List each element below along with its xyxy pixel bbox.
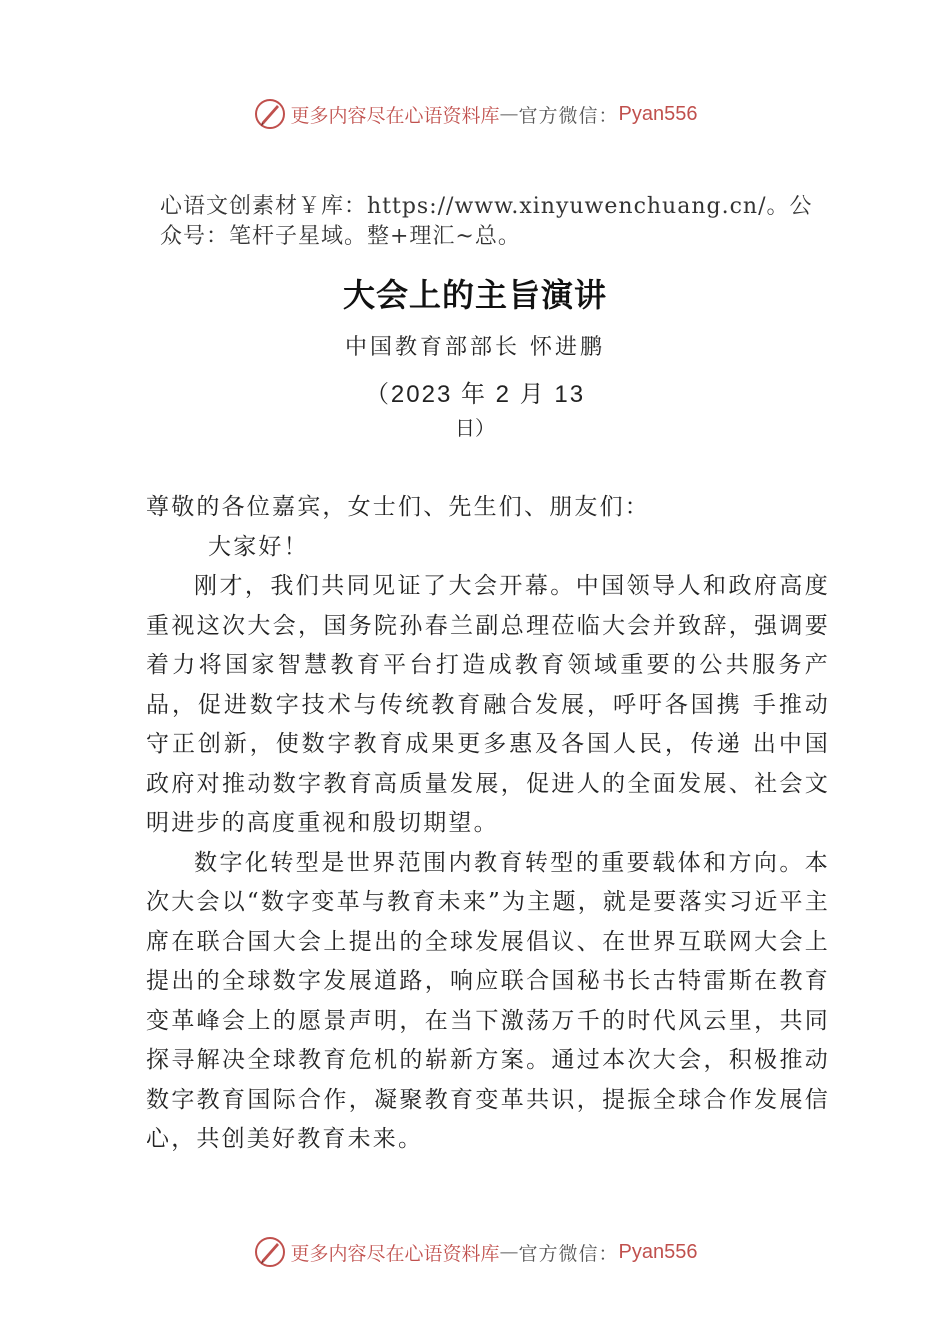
- source-note: 心语文创素材￥库：https://www.xinyuwenchuang.cn/。公众号：笔杆子星域。整+理汇~总。: [160, 194, 813, 249]
- banner-account: Pyan556: [618, 102, 698, 125]
- greeting: 大家好！: [208, 533, 309, 560]
- paragraph-1: 刚才，我们共同见证了大会开幕。中国领导人和政府高度重视这次大会，国务院孙春兰副总理莅临大会并致辞，强调要着力将国家智慧教育平台打造成教育领域重要的公共服务产品，促进数字技术与传统教育融合发展，呼吁各国携 手推动守正创新，使数字教育成果更多惠及各国人民，传递 出中国政府对推动数字教育高质量发展，促进人的全面发展、社会文明进步的高度重视和殷切期望。: [146, 573, 830, 836]
- quill-logo-icon: [253, 97, 287, 131]
- document-title: 大会上的主旨演讲: [342, 276, 607, 314]
- banner-wechat-label: 官方微信：: [518, 1242, 619, 1265]
- quill-logo-icon: [253, 1235, 287, 1269]
- banner-dash: —: [499, 103, 519, 125]
- banner-main-text: 更多内容尽在心语资料库: [290, 1242, 500, 1265]
- banner-dash: —: [499, 1241, 519, 1263]
- banner-wechat-label: 官方微信：: [518, 104, 619, 127]
- footer-banner: [0, 1232, 950, 1272]
- paragraph-2: 数字化转型是世界范围内教育转型的重要载体和方向。本次大会以“数字变革与教育未来”为主题，就是要落实习近平主席在联合国大会上提出的全球发展倡议、在世界互联网大会上提出的全球数字发展道路，响应联合国秘书长古特雷斯在教育变革峰会上的愿景声明，在当下激荡万千的时代风云里，共同探寻解决全球教育危机的崭新方案。通过本次大会，积极推动数字教育国际合作，凝聚教育变革共识，提振全球合作发展信心，共创美好教育未来。: [146, 849, 830, 1152]
- date-line-1: （2023 年 2 月 13: [364, 381, 586, 408]
- header-banner: [0, 94, 950, 134]
- speech-body: [146, 488, 830, 1160]
- date-line-2: 日）: [455, 416, 495, 440]
- banner-main-text: 更多内容尽在心语资料库: [290, 104, 500, 127]
- banner-account: Pyan556: [618, 1240, 698, 1263]
- salutation: 尊敬的各位嘉宾，女士们、先生们、朋友们：: [146, 494, 650, 520]
- author-line: 中国教育部部长 怀进鹏: [345, 335, 605, 360]
